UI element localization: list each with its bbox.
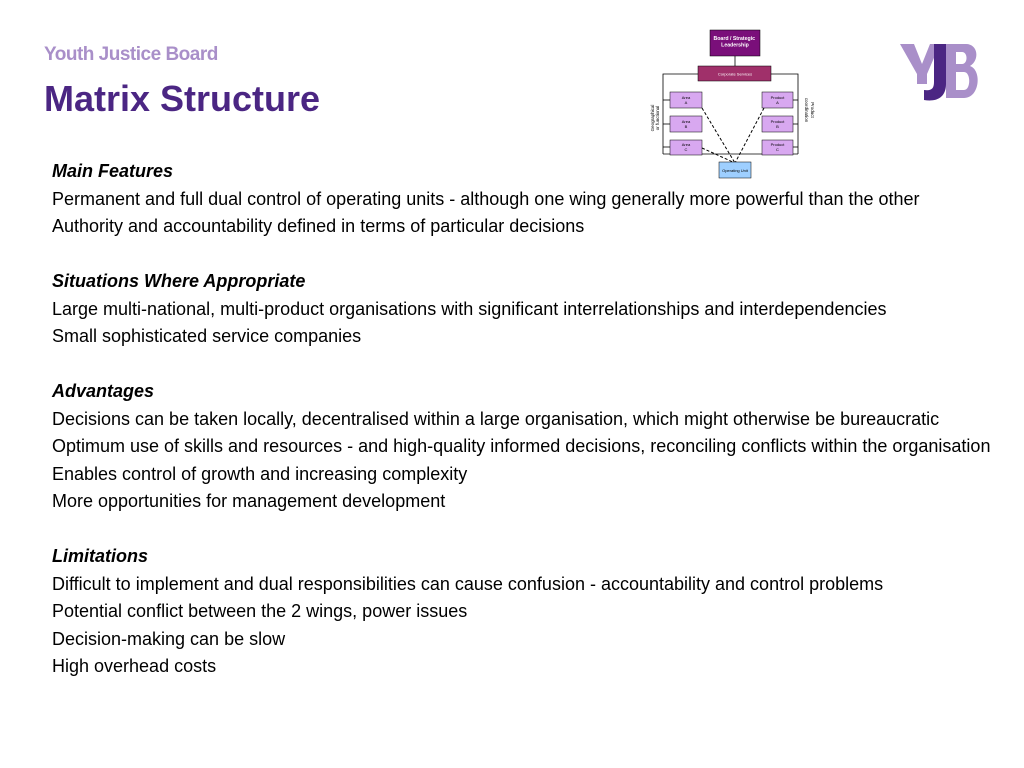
area-box-c: [670, 140, 702, 155]
area-box-a: [670, 92, 702, 108]
corporate-label: Corporate Services: [717, 71, 753, 77]
area-letter: C: [684, 147, 688, 152]
list-item: More opportunities for management development: [52, 491, 446, 511]
area-letter: A: [684, 100, 688, 105]
product-label: Product: [770, 142, 785, 147]
list-item: Optimum use of skills and resources - and high-quality informed decisions, reconciling conflicts within the organisation: [52, 436, 991, 456]
right-axis-label-1: Product: [810, 102, 815, 118]
product-box-a: [762, 92, 793, 108]
section-heading: Limitations: [52, 546, 149, 566]
yjb-logo: [900, 40, 984, 104]
list-item: High overhead costs: [52, 656, 217, 676]
dashed-link: [735, 108, 764, 163]
product-box-b: [762, 116, 793, 132]
section-main-features: [52, 158, 992, 241]
org-name: Youth Justice Board: [44, 44, 218, 65]
section-heading: Advantages: [52, 381, 155, 401]
product-letter: B: [776, 124, 779, 129]
content-body: [52, 158, 992, 681]
product-label: Product: [770, 119, 785, 124]
section-heading: Main Features: [52, 161, 174, 181]
list-item: Decisions can be taken locally, decentralised within a large organisation, which might otherwise be bureaucratic: [52, 408, 940, 429]
list-item: Enables control of growth and increasing complexity: [52, 463, 468, 484]
left-axis-label-1: Geographical: [650, 104, 655, 132]
list-item: Permanent and full dual control of operating units - although one wing generally more powerful than the other: [52, 188, 920, 209]
section-heading: Situations Where Appropriate: [52, 271, 306, 291]
right-axis-label-2: coordination: [804, 97, 809, 123]
area-label: Area: [681, 119, 691, 124]
list-item: Authority and accountability defined in terms of particular decisions: [52, 216, 585, 236]
product-letter: C: [776, 147, 779, 152]
list-item: Decision-making can be slow: [52, 628, 286, 649]
product-box-c: [762, 140, 793, 155]
list-item: Difficult to implement and dual responsibilities can cause confusion - accountability and control problems: [52, 573, 884, 594]
list-item: Potential conflict between the 2 wings, power issues: [52, 601, 468, 621]
page-title: Matrix Structure: [44, 78, 321, 119]
area-label: Area: [681, 95, 691, 100]
board-label-line2: Leadership: [721, 42, 749, 49]
product-label: Product: [770, 95, 785, 100]
dashed-link: [702, 108, 735, 163]
section-advantages: [52, 378, 992, 516]
area-label: Area: [681, 142, 691, 147]
operating-unit-label: Operating Unit: [722, 168, 748, 173]
section-situations: [52, 268, 992, 351]
area-box-b: [670, 116, 702, 132]
section-limitations: [52, 543, 992, 681]
list-item: Large multi-national, multi-product organisations with significant interrelationships and interdependencies: [52, 298, 887, 319]
product-letter: A: [776, 100, 779, 105]
board-label: Board / Strategic: [713, 36, 756, 42]
left-axis-label-2: or functional: [655, 105, 660, 131]
list-item: Small sophisticated service companies: [52, 326, 362, 346]
area-letter: B: [684, 124, 688, 129]
